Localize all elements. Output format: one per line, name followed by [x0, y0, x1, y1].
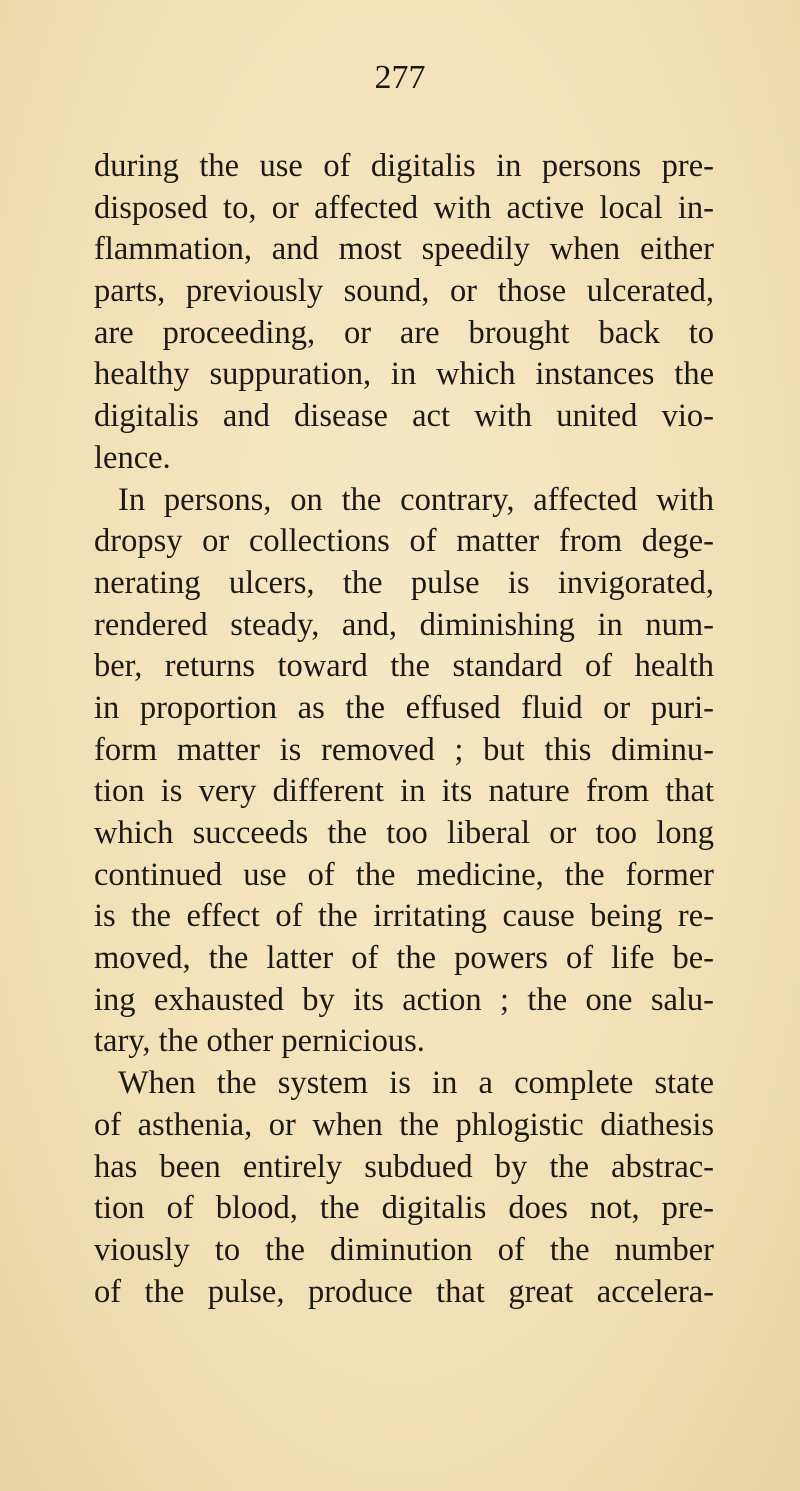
- text-line: moved, the latter of the powers of life be-: [94, 940, 714, 977]
- text-line: continued use of the medicine, the former: [94, 856, 714, 893]
- text-line: has been entirely subdued by the abstrac-: [94, 1148, 714, 1185]
- text-line: nerating ulcers, the pulse is invigorated,: [94, 564, 714, 601]
- text-line: digitalis and disease act with united vio-: [94, 398, 714, 435]
- page-number: 277: [374, 59, 426, 96]
- text-line: of asthenia, or when the phlogistic diathesis: [94, 1106, 714, 1143]
- text-line: are proceeding, or are brought back to: [94, 314, 714, 351]
- paragraph-end-line: tary, the other pernicious.: [94, 1023, 425, 1060]
- text-line: rendered steady, and, diminishing in num-: [94, 606, 714, 643]
- text-line: parts, previously sound, or those ulcerated,: [94, 273, 714, 310]
- text-line: disposed to, or affected with active local in-: [94, 189, 714, 226]
- text-line: ber, returns toward the standard of health: [94, 648, 714, 685]
- text-line: healthy suppuration, in which instances the: [94, 356, 714, 393]
- text-line: is the effect of the irritating cause being re-: [94, 898, 714, 935]
- text-line: in proportion as the effused fluid or puri-: [94, 689, 714, 726]
- paragraph-start-line: In persons, on the contrary, affected with: [118, 481, 714, 518]
- text-line: tion is very different in its nature from that: [94, 773, 714, 810]
- body-text: [94, 146, 714, 1313]
- paragraph-start-line: When the system is in a complete state: [118, 1065, 714, 1102]
- text-line: form matter is removed ; but this diminu-: [94, 731, 714, 768]
- text-line: tion of blood, the digitalis does not, pre-: [94, 1190, 714, 1227]
- text-line: flammation, and most speedily when either: [94, 231, 714, 268]
- text-line: viously to the diminution of the number: [94, 1231, 714, 1268]
- text-line: which succeeds the too liberal or too long: [94, 815, 714, 851]
- text-line: of the pulse, produce that great accelera-: [94, 1273, 714, 1310]
- text-line: ing exhausted by its action ; the one salu-: [94, 981, 714, 1018]
- text-line: dropsy or collections of matter from dege-: [94, 523, 714, 560]
- paragraph-end-line: lence.: [94, 439, 171, 476]
- text-line: during the use of digitalis in persons pre-: [94, 148, 714, 184]
